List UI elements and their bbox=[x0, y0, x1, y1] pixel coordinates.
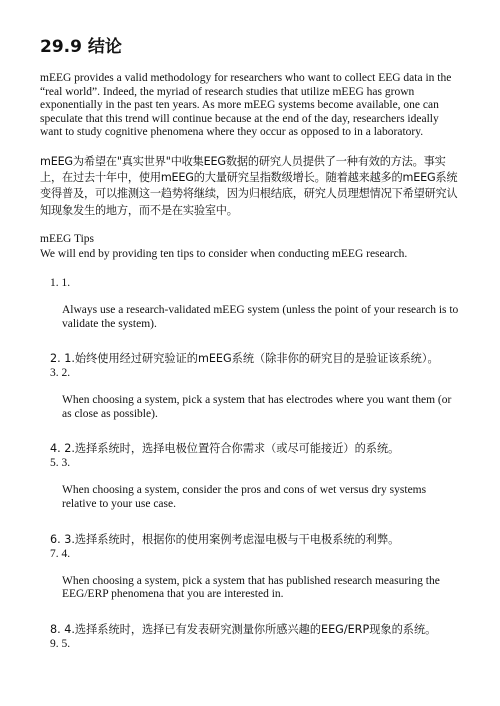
list-item bbox=[40, 366, 460, 421]
paragraph-chinese: mEEG为希望在"真实世界"中收集EEG数据的研究人员提供了一种有效的方法。事实上，在过去十年中，使用mEEG的大量研究呈指数级增长。随着越来越多的mEEG系统变得普及，可以推测这一趋势将继续，因为归根结底，研究人员理想情况下希望研究认知现象发生的地方，而不是在实验室中。 bbox=[40, 154, 458, 217]
list-item-number: 7. 4. bbox=[50, 547, 71, 560]
list-item-number: 8. 4.选择系统时，选择已有发表研究测量你所感兴趣的EEG/ERP现象的系统。 bbox=[50, 622, 437, 636]
list-item bbox=[40, 456, 460, 511]
list-item bbox=[40, 276, 460, 331]
list-item-body: When choosing a system, consider the pros and cons of wet versus dry systems relative to your use case. bbox=[62, 484, 427, 510]
list-item bbox=[40, 441, 460, 456]
list-item-number: 6. 3.选择系统时，根据你的使用案例考虑湿电极与干电极系统的利弊。 bbox=[50, 532, 400, 546]
list-item bbox=[40, 637, 460, 652]
list-item-number: 2. 1.始终使用经过研究验证的mEEG系统（除非你的研究目的是验证该系统）。 bbox=[50, 352, 439, 366]
paragraph-english: mEEG provides a valid methodology for researchers who want to collect EEG data in the “real world”. Indeed, the myriad of research studies that utilize mEEG has grown exponentially in the past ten years. As more mEEG systems become available, one can speculate that this trend will continue because at the end of the day, researchers ideally want to study cognitive phenomena where they occur as opposed to in a laboratory. bbox=[40, 72, 452, 139]
list-item-body: When choosing a system, pick a system that has published research measuring the EEG/ERP phenomena that you are interested in. bbox=[62, 574, 440, 601]
tips-list bbox=[40, 276, 460, 652]
list-item bbox=[40, 622, 460, 637]
list-item-number: 1. 1. bbox=[50, 276, 71, 289]
list-item-number: 4. 2.选择系统时，选择电极位置符合你需求（或尽可能接近）的系统。 bbox=[50, 442, 400, 456]
list-item-body: When choosing a system, pick a system that has electrodes where you want them (or as close as possible). bbox=[62, 394, 452, 420]
list-item bbox=[40, 547, 460, 602]
list-item-number: 5. 3. bbox=[50, 457, 71, 470]
tips-intro: We will end by providing ten tips to consider when conducting mEEG research. bbox=[40, 248, 408, 261]
tips-heading: mEEG Tips bbox=[40, 232, 95, 245]
list-item-number: 3. 2. bbox=[50, 367, 71, 380]
list-item-body: Always use a research-validated mEEG system (unless the point of your research is to validate the system). bbox=[62, 303, 459, 330]
section-heading: 29.9 结论 bbox=[40, 37, 122, 57]
list-item bbox=[40, 351, 460, 366]
list-item-number: 9. 5. bbox=[50, 637, 71, 650]
list-item bbox=[40, 532, 460, 547]
